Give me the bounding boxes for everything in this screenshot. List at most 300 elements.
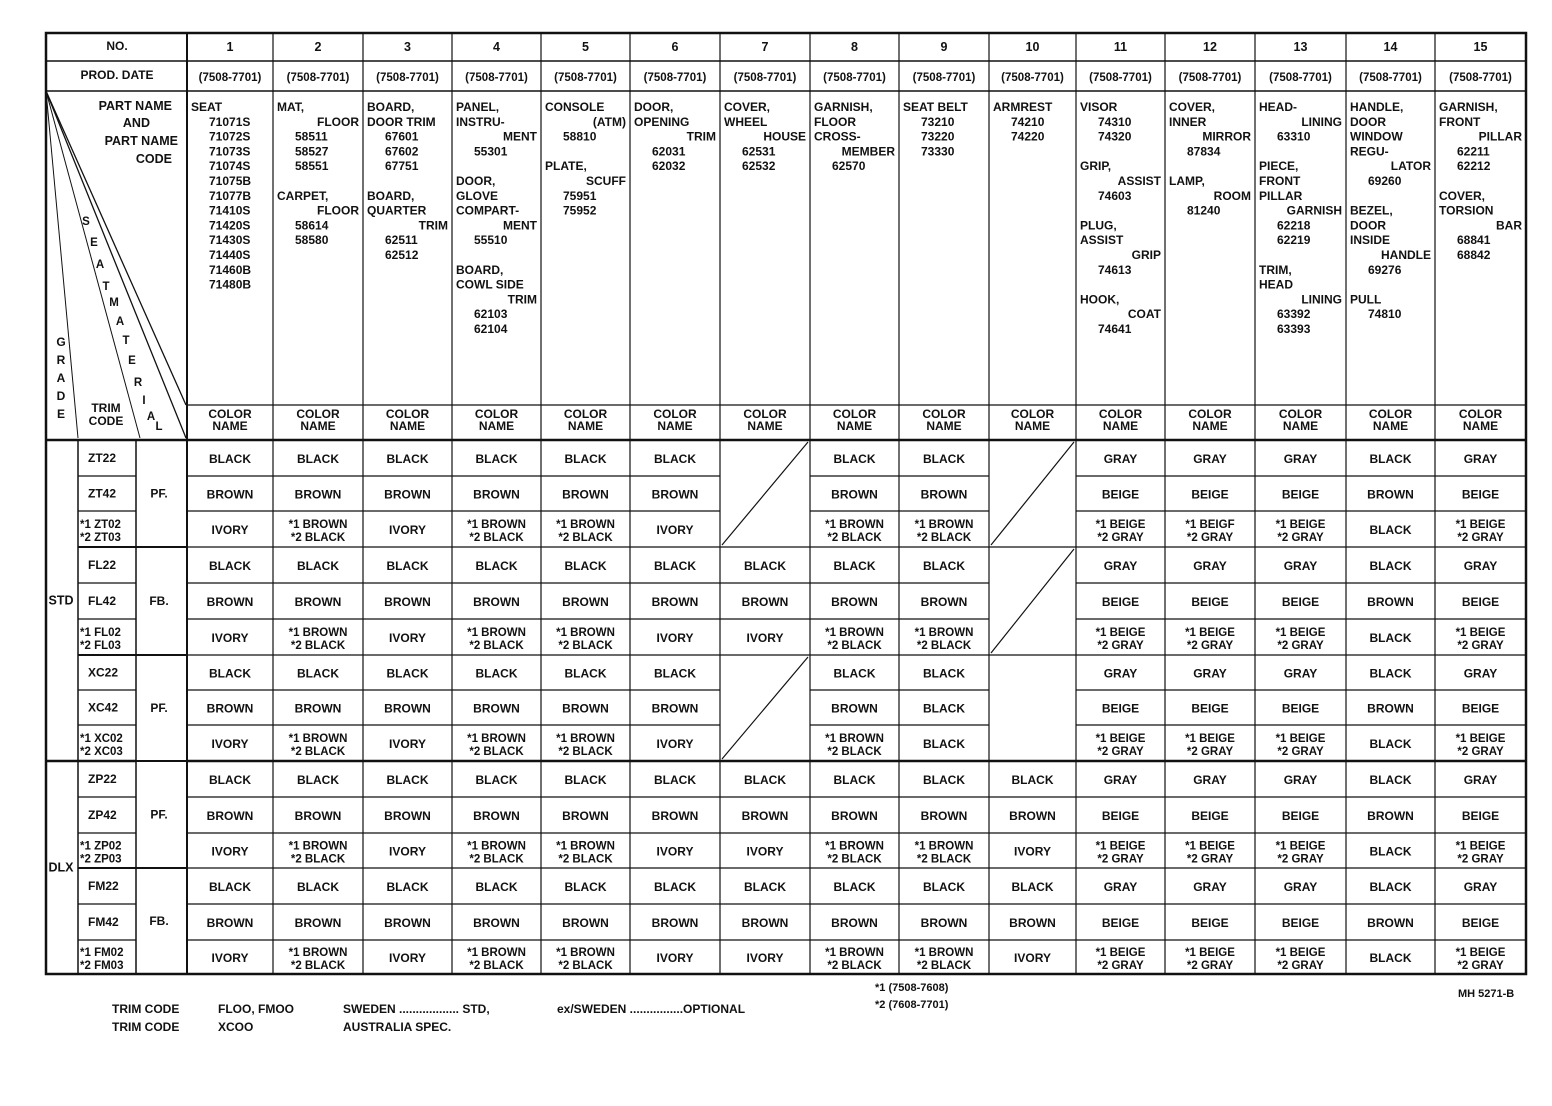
part-line: HANDLE, (1350, 100, 1404, 114)
color-cell: BLACK (1369, 666, 1412, 681)
color-label: COLOR (1098, 407, 1143, 421)
footer-trim-codes-1: FLOO, FMOO (218, 1002, 294, 1016)
color-cell: *1 BROWN (914, 947, 974, 959)
seat-material-letter: L (155, 421, 163, 433)
color-cell: *2 BLACK (558, 960, 613, 972)
color-cell: BLACK (386, 880, 429, 894)
seat-material-letter: I (142, 395, 146, 407)
part-line: FRONT (1439, 114, 1481, 129)
part-name-label: CODE (135, 152, 172, 166)
color-cell: BEIGE (1191, 701, 1229, 716)
color-cell: *2 BLACK (290, 960, 346, 972)
column-number: 7 (761, 40, 769, 54)
column-prod-date: (7508-7701) (643, 72, 707, 84)
color-cell: BLACK (1369, 880, 1412, 894)
part-line: FLOOR (317, 114, 359, 129)
color-cell: BLACK (833, 666, 876, 681)
seat-material-letter: R (133, 377, 143, 389)
color-cell: BEIGE (1461, 809, 1500, 823)
color-cell: BROWN (294, 916, 342, 930)
not-applicable-slash (722, 657, 808, 759)
color-cell: BLACK (386, 452, 429, 466)
part-line: 71072S (209, 129, 251, 144)
color-cell: *1 BROWN (825, 519, 884, 531)
part-line: TORSION (1439, 203, 1494, 218)
trim-code: XC22 (88, 665, 119, 680)
part-line: GARNISH, (814, 100, 873, 114)
part-name-label: PART NAME (98, 99, 172, 113)
part-line: 62532 (742, 159, 776, 174)
color-cell: BROWN (473, 701, 520, 716)
trim-code: *2 FL03 (80, 640, 121, 652)
color-cell: BROWN (651, 487, 699, 502)
part-line: DOOR (1350, 218, 1386, 233)
column-number: 8 (851, 40, 858, 54)
color-cell: BLACK (475, 452, 518, 466)
color-cell: BLACK (654, 559, 696, 573)
part-line: 73330 (921, 144, 955, 159)
color-cell: *1 BEIGE (1455, 627, 1506, 639)
color-cell: *2 GRAY (1186, 746, 1234, 758)
footnote-2: *2 (7608-7701) (875, 999, 949, 1011)
trim-code: FM42 (88, 915, 119, 929)
color-cell: *2 GRAY (1277, 746, 1324, 758)
color-cell: *2 GRAY (1277, 853, 1324, 866)
diagonal-line (46, 91, 78, 438)
color-cell: BROWN (562, 809, 609, 823)
color-cell: BEIGE (1191, 595, 1229, 609)
color-cell: *2 BLACK (827, 532, 882, 544)
grade-letter: D (56, 389, 66, 403)
color-cell: BEIGE (1101, 809, 1140, 823)
part-line: INNER (1169, 114, 1207, 129)
color-cell: GRAY (1463, 559, 1498, 573)
color-cell: *1 BROWN (467, 519, 526, 531)
color-cell: BROWN (206, 809, 254, 823)
color-cell: *1 BEIGE (1275, 733, 1326, 745)
part-line: SEAT BELT (903, 100, 968, 114)
part-line: PILLAR (1259, 188, 1303, 203)
color-cell: *2 GRAY (1457, 960, 1504, 972)
column-prod-date: (7508-7701) (554, 72, 617, 84)
color-cell: GRAY (1193, 666, 1227, 681)
column-prod-date: (7508-7701) (912, 72, 976, 84)
color-cell: BROWN (1009, 809, 1056, 823)
color-label: COLOR (1368, 407, 1413, 421)
column-number: 14 (1383, 40, 1398, 54)
color-cell: BROWN (473, 916, 520, 930)
color-cell: *1 BROWN (467, 733, 526, 745)
color-cell: *1 BROWN (825, 947, 884, 959)
color-cell: BROWN (206, 595, 254, 609)
part-line: 71460B (209, 262, 252, 277)
footer-australia-note: AUSTRALIA SPEC. (343, 1020, 452, 1034)
color-cell: *1 BROWN (467, 947, 526, 959)
color-cell: BROWN (651, 595, 699, 609)
part-line: 58527 (295, 144, 329, 159)
part-line: DOOR TRIM (367, 114, 436, 129)
part-line: CARPET, (277, 188, 329, 203)
part-line: LINING (1301, 114, 1342, 129)
column-number: 4 (493, 40, 500, 54)
part-line: ASSIST (1080, 233, 1124, 248)
color-cell: BROWN (920, 809, 968, 823)
part-line: SCUFF (586, 174, 626, 188)
color-cell: GRAY (1103, 666, 1138, 681)
part-line: 62531 (742, 144, 776, 159)
column-number: 6 (671, 40, 679, 54)
part-line: REGU- (1350, 144, 1389, 159)
color-label: NAME (212, 419, 248, 433)
footer-trim-code-label-1: TRIM CODE (112, 1002, 180, 1016)
part-line: 71071S (209, 114, 251, 129)
part-line: 74310 (1098, 114, 1132, 129)
grade-letter: G (56, 335, 66, 349)
color-cell: BLACK (923, 737, 965, 751)
part-line: DOOR (1350, 114, 1386, 129)
part-line: 75951 (563, 188, 597, 203)
color-cell: BLACK (386, 559, 429, 573)
color-cell: *1 BROWN (556, 947, 615, 959)
color-cell: BROWN (741, 809, 789, 823)
color-label: NAME (300, 419, 336, 433)
color-label: NAME (747, 419, 783, 433)
color-cell: BLACK (475, 880, 518, 894)
color-cell: BROWN (562, 487, 609, 502)
color-label: NAME (836, 419, 873, 433)
color-cell: BEIGE (1101, 701, 1140, 716)
part-line: PLUG, (1080, 218, 1117, 233)
color-cell: BEIGE (1101, 916, 1140, 930)
footer-ex-sweden-note: ex/SWEDEN ................OPTIONAL (557, 1002, 746, 1016)
part-line: ROOM (1213, 188, 1251, 203)
color-cell: *1 BROWN (825, 627, 884, 639)
color-cell: BEIGE (1281, 701, 1320, 716)
color-cell: GRAY (1283, 880, 1318, 894)
seat-material-letter: E (128, 355, 136, 367)
no-label: NO. (106, 39, 128, 53)
color-cell: GRAY (1283, 666, 1318, 681)
color-cell: GRAY (1283, 559, 1318, 573)
part-line: 71480B (209, 277, 252, 292)
color-cell: BROWN (473, 809, 520, 823)
part-line: 62103 (474, 307, 508, 322)
column-prod-date: (7508-7701) (823, 72, 886, 84)
part-line: 62031 (652, 144, 686, 159)
color-cell: *1 BEIGE (1185, 733, 1235, 745)
color-cell: *2 GRAY (1097, 532, 1144, 544)
color-cell: *2 GRAY (1277, 640, 1324, 652)
color-cell: BLACK (744, 880, 786, 894)
color-cell: BLACK (1369, 559, 1412, 573)
color-cell: BEIGE (1461, 916, 1500, 930)
color-cell: *1 BROWN (467, 627, 526, 639)
color-cell: *2 BLACK (469, 853, 524, 866)
color-cell: *2 GRAY (1277, 532, 1324, 544)
color-cell: BEIGE (1461, 487, 1500, 502)
color-cell: *2 BLACK (558, 532, 613, 544)
color-cell: IVORY (1014, 844, 1051, 859)
column-prod-date: (7508-7701) (1178, 72, 1242, 84)
color-cell: *2 BLACK (469, 532, 524, 544)
part-line: HANDLE (1381, 248, 1431, 262)
color-cell: *2 GRAY (1457, 746, 1504, 758)
color-cell: BROWN (1367, 809, 1414, 823)
part-line: (ATM) (592, 114, 626, 129)
color-cell: BROWN (294, 701, 342, 716)
part-line: 71074S (209, 159, 251, 174)
seat-material: PF. (150, 486, 168, 501)
part-line: PIECE, (1259, 159, 1299, 174)
column-number: 1 (226, 40, 234, 54)
trim-code-label: CODE (88, 414, 124, 428)
color-cell: BROWN (384, 701, 431, 716)
color-label: NAME (1282, 419, 1319, 433)
part-line: 58551 (295, 159, 329, 174)
color-cell: IVORY (389, 523, 426, 537)
not-applicable-slash (991, 442, 1074, 545)
part-line: GRIP (1131, 248, 1161, 262)
color-cell: *1 BROWN (556, 733, 615, 745)
color-cell: BROWN (920, 916, 968, 930)
color-cell: *2 GRAY (1457, 640, 1504, 652)
color-label: NAME (1102, 419, 1139, 433)
color-label: NAME (478, 419, 515, 433)
grade-name: DLX (48, 860, 74, 875)
color-cell: BEIGE (1191, 916, 1229, 930)
color-cell: BROWN (1009, 916, 1056, 930)
part-line: GARNISH, (1439, 100, 1498, 114)
color-cell: *2 BLACK (290, 746, 346, 758)
color-cell: *1 BEIGE (1185, 947, 1235, 959)
color-cell: BLACK (833, 452, 876, 466)
part-line: MENT (503, 129, 537, 144)
part-line: 71420S (209, 218, 251, 233)
color-cell: *2 BLACK (290, 640, 346, 652)
color-cell: *1 BEIGE (1455, 947, 1506, 959)
color-cell: BLACK (297, 666, 339, 681)
color-cell: *1 BROWN (556, 519, 615, 531)
color-cell: BLACK (475, 666, 518, 681)
part-line: COMPART- (456, 203, 520, 218)
part-line: INSTRU- (456, 114, 505, 129)
footer-trim-code-label-2: TRIM CODE (112, 1020, 180, 1034)
part-line: TRIM (507, 292, 537, 307)
color-label: COLOR (743, 407, 787, 421)
color-cell: GRAY (1193, 452, 1227, 466)
color-cell: *1 BEIGE (1185, 627, 1235, 639)
seat-material-letter: T (122, 335, 130, 347)
color-label: NAME (657, 419, 693, 433)
grade-name: STD (48, 593, 74, 608)
color-cell: BLACK (209, 773, 251, 787)
part-line: 63310 (1277, 129, 1311, 144)
part-line: LINING (1301, 292, 1342, 307)
color-cell: IVORY (746, 951, 784, 965)
color-cell: *1 BROWN (825, 840, 884, 853)
part-line: BAR (1496, 218, 1522, 233)
part-line: 74320 (1098, 129, 1132, 144)
color-cell: IVORY (656, 631, 694, 645)
color-cell: BLACK (1369, 523, 1412, 537)
part-line: GLOVE (456, 188, 499, 203)
color-cell: BROWN (1367, 701, 1414, 716)
color-cell: *2 BLACK (916, 853, 972, 866)
part-line: COVER, (1169, 100, 1216, 114)
color-cell: BLACK (297, 773, 339, 787)
color-cell: *1 BEIGF (1185, 519, 1235, 531)
color-cell: BLACK (1369, 737, 1412, 751)
part-line: 62512 (385, 248, 419, 262)
part-line: 74210 (1011, 114, 1045, 129)
part-name-label: AND (122, 116, 150, 130)
color-label: COLOR (922, 407, 966, 421)
column-number: 11 (1113, 40, 1128, 54)
color-cell: *2 BLACK (827, 746, 882, 758)
color-label: NAME (567, 419, 604, 433)
color-cell: GRAY (1463, 666, 1498, 681)
color-cell: IVORY (656, 951, 694, 965)
trim-code: *1 FL02 (80, 627, 121, 639)
part-line: HOUSE (763, 129, 806, 144)
trim-code: *1 FM02 (80, 947, 124, 959)
color-label: COLOR (1188, 407, 1232, 421)
seat-material-letter: A (95, 259, 105, 271)
color-cell: BLACK (744, 559, 786, 573)
color-cell: GRAY (1463, 773, 1498, 787)
color-cell: BLACK (475, 559, 518, 573)
color-cell: BLACK (297, 880, 339, 894)
part-line: TRIM (686, 129, 716, 144)
part-line: PANEL, (456, 100, 500, 114)
color-cell: *2 BLACK (469, 640, 524, 652)
color-cell: GRAY (1103, 773, 1138, 787)
color-cell: IVORY (389, 844, 426, 859)
color-cell: BLACK (564, 880, 607, 894)
color-cell: IVORY (211, 523, 249, 537)
part-line: TRIM (418, 218, 448, 233)
part-line: DOOR, (634, 100, 674, 114)
color-cell: IVORY (389, 631, 426, 645)
trim-code: ZT22 (88, 451, 117, 465)
part-line: LAMP, (1169, 174, 1205, 188)
color-cell: BLACK (209, 880, 251, 894)
color-cell: *2 BLACK (916, 532, 972, 544)
part-line: BOARD, (367, 100, 415, 114)
color-cell: BLACK (923, 666, 965, 681)
part-line: 71077B (209, 188, 252, 203)
color-cell: BLACK (386, 666, 429, 681)
part-line: 62218 (1277, 218, 1311, 233)
color-cell: BEIGE (1461, 701, 1500, 716)
column-prod-date: (7508-7701) (733, 72, 797, 84)
part-line: 62211 (1457, 144, 1490, 159)
column-prod-date: (7508-7701) (465, 72, 528, 84)
color-cell: *2 BLACK (827, 640, 882, 652)
color-cell: BEIGE (1281, 487, 1320, 502)
part-line: 75952 (563, 203, 597, 218)
part-line: 71075B (209, 174, 252, 188)
trim-code: *2 XC03 (80, 746, 123, 758)
trim-code: ZP42 (88, 808, 117, 822)
trim-code: FL22 (88, 558, 117, 572)
part-line: 74810 (1368, 307, 1402, 322)
part-line: PILLAR (1478, 129, 1522, 144)
color-cell: BLACK (923, 559, 965, 573)
part-line: FLOOR (814, 114, 856, 129)
color-cell: BROWN (294, 487, 342, 502)
prod-date-label: PROD. DATE (80, 68, 154, 82)
color-cell: BROWN (206, 487, 254, 502)
color-cell: *2 GRAY (1097, 640, 1144, 652)
color-cell: BLACK (833, 773, 876, 787)
color-label: COLOR (296, 407, 340, 421)
part-line: FLOOR (317, 203, 359, 218)
trim-code: ZP22 (88, 772, 117, 786)
color-cell: *1 BEIGE (1095, 519, 1146, 531)
color-cell: *1 BEIGE (1455, 519, 1506, 531)
column-number: 12 (1203, 40, 1217, 54)
part-line: 67602 (385, 144, 419, 159)
color-cell: BLACK (1369, 452, 1412, 466)
color-cell: BROWN (741, 595, 789, 609)
part-line: 71410S (209, 203, 251, 218)
color-cell: IVORY (389, 951, 426, 965)
color-cell: *2 BLACK (558, 640, 613, 652)
trim-code: *2 FM03 (80, 960, 124, 972)
column-number: 9 (940, 40, 948, 54)
color-cell: BLACK (297, 559, 339, 573)
color-cell: *2 BLACK (558, 853, 613, 866)
part-line: 55510 (474, 233, 508, 248)
seat-material: PF. (150, 701, 168, 715)
color-cell: BLACK (1369, 631, 1412, 645)
color-cell: IVORY (1014, 951, 1051, 965)
seat-material-letter: M (109, 297, 119, 309)
part-line: BOARD, (367, 188, 415, 203)
color-cell: *2 GRAY (1457, 532, 1504, 544)
color-cell: *1 BROWN (914, 627, 974, 639)
color-cell: *2 BLACK (827, 960, 882, 972)
part-line: COVER, (1439, 188, 1486, 203)
color-cell: BLACK (209, 452, 251, 466)
color-cell: *2 GRAY (1457, 853, 1504, 866)
not-applicable-slash (991, 549, 1074, 653)
color-cell: BROWN (473, 595, 520, 609)
color-cell: *1 BROWN (556, 840, 615, 853)
color-cell: BROWN (206, 916, 254, 930)
color-cell: BLACK (1369, 951, 1412, 965)
color-label: COLOR (385, 407, 430, 421)
color-cell: BROWN (384, 487, 431, 502)
color-cell: BEIGE (1281, 809, 1320, 823)
color-cell: BROWN (831, 701, 878, 716)
color-cell: *2 GRAY (1186, 532, 1234, 544)
footnote-1: *1 (7508-7608) (875, 982, 949, 994)
column-number: 10 (1025, 40, 1040, 54)
seat-material-letter: T (102, 281, 110, 293)
color-cell: BLACK (654, 452, 696, 466)
seat-material-letter: A (146, 411, 156, 423)
column-prod-date: (7508-7701) (1359, 72, 1422, 84)
part-line: 74220 (1011, 129, 1045, 144)
seat-material-letter: S (82, 216, 90, 228)
seat-material: FB. (149, 594, 169, 608)
color-cell: BROWN (206, 701, 254, 716)
color-label: COLOR (1458, 407, 1503, 421)
color-cell: BROWN (831, 595, 878, 609)
color-cell: GRAY (1193, 773, 1227, 787)
